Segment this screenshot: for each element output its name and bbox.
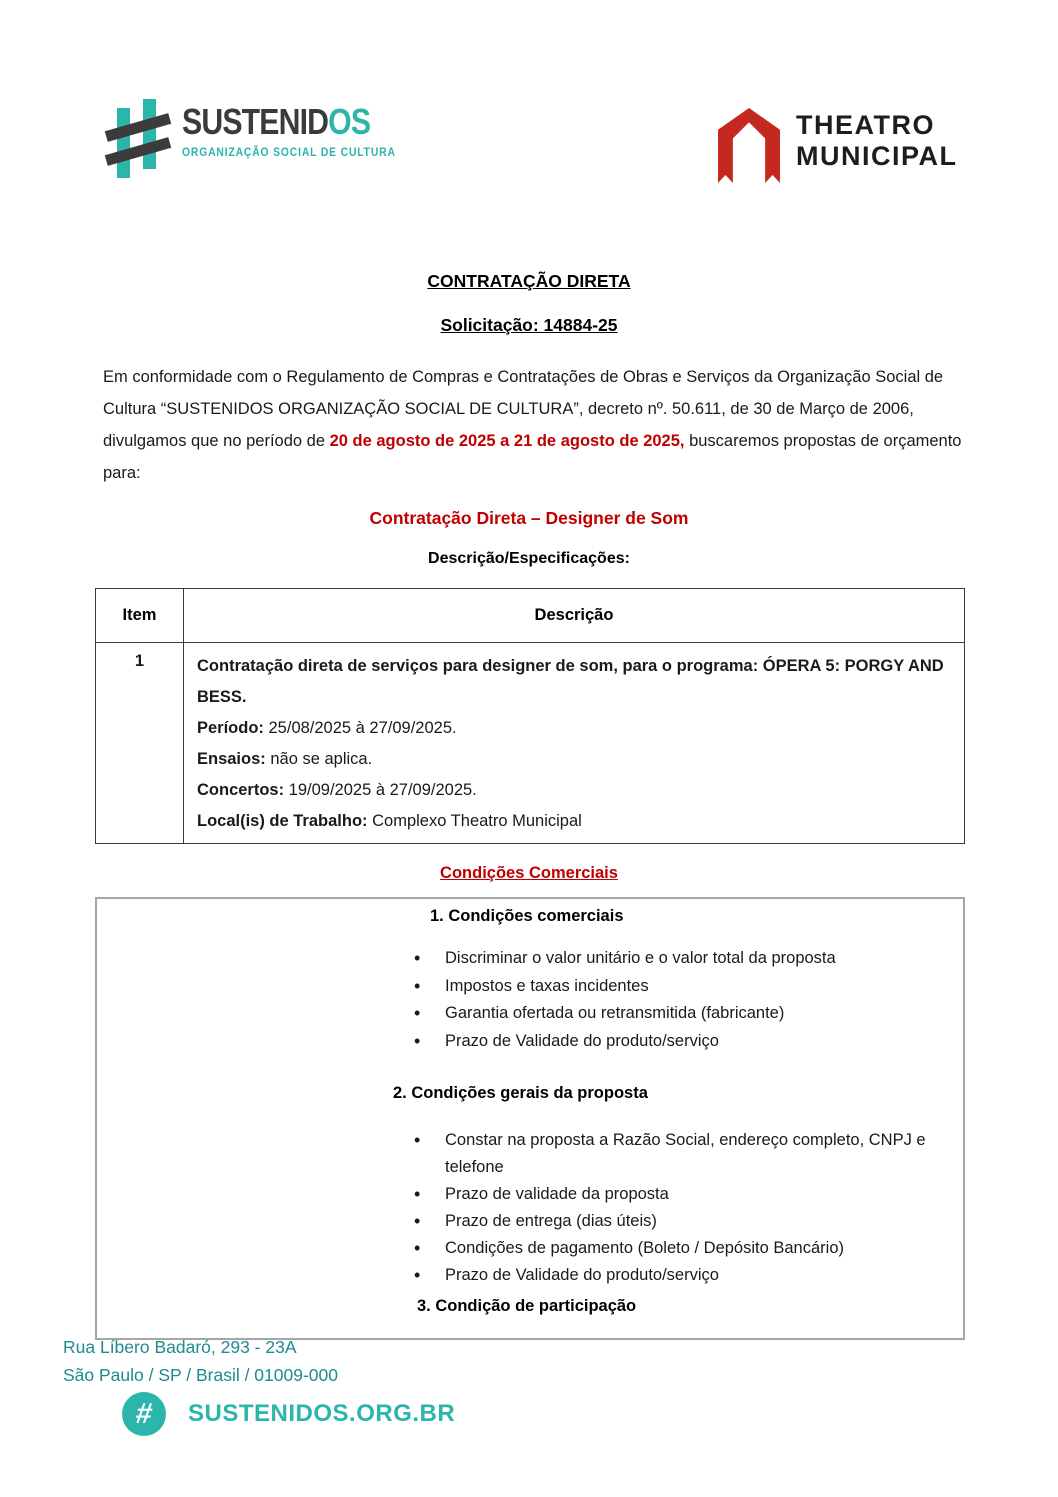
subject-heading: Contratação Direta – Designer de Som <box>369 508 689 528</box>
header-item: Item <box>96 589 184 643</box>
section-3-title: 3. Condição de participação <box>417 1297 637 1315</box>
conditions-heading: Condições Comerciais <box>440 864 618 882</box>
field-ensaios: Ensaios: não se aplica. <box>197 750 373 768</box>
hash-circle-icon: # <box>122 1392 166 1436</box>
hash-icon <box>110 94 168 182</box>
intro-paragraph <box>103 361 963 489</box>
section-2-list <box>412 1127 952 1289</box>
sustenidos-logo <box>110 92 431 182</box>
description-lead: Contratação direta de serviços para designer de som, para o programa: ÓPERA 5: PORGY AND BESS. <box>197 657 944 706</box>
list-item: • Prazo de validade da proposta <box>412 1181 952 1208</box>
theatro-arch-icon <box>718 104 780 184</box>
list-item: • Prazo de Validade do produto/serviço <box>412 1262 952 1289</box>
wordmark-suffix: OS <box>328 101 371 142</box>
sustenidos-tagline: ORGANIZAÇÃO SOCIAL DE CULTURA <box>182 145 396 159</box>
intro-part2: buscaremos propostas de orçamento para: <box>103 432 962 482</box>
table-row <box>96 643 965 844</box>
theatro-line1: THEATRO <box>796 110 935 140</box>
theatro-line2: MUNICIPAL <box>796 141 958 172</box>
list-item: • Discriminar o valor unitário e o valor total da proposta <box>412 945 957 973</box>
spec-heading: Descrição/Especificações: <box>428 550 630 567</box>
wordmark-prefix: SUSTENID <box>182 101 329 142</box>
list-item: • Condições de pagamento (Boleto / Depósito Bancário) <box>412 1235 952 1262</box>
item-number: 1 <box>96 643 184 844</box>
footer-address-line2: São Paulo / SP / Brasil / 01009-000 <box>63 1365 338 1385</box>
request-number: Solicitação: 14884-25 <box>440 315 618 335</box>
section-1-list <box>412 945 957 1055</box>
document-title: CONTRATAÇÃO DIRETA <box>427 271 631 291</box>
header-description: Descrição <box>184 589 965 643</box>
intro-part1: Em conformidade com o Regulamento de Compras e Contratações de Obras e Serviços da Organização Social de Cultura “SUSTENIDOS ORGANIZAÇÃO SOCIAL DE CULTURA”, decreto nº. 50.611, de 30 de Março de 2006, divulgamos que no período de <box>103 368 944 450</box>
field-concertos: Concertos: 19/09/2025 à 27/09/2025. <box>197 781 477 799</box>
footer-brand <box>122 1392 455 1436</box>
field-local-trabalho: Local(is) de Trabalho: Complexo Theatro Municipal <box>197 812 582 830</box>
section-2-title: 2. Condições gerais da proposta <box>393 1084 648 1102</box>
theatro-wordmark <box>796 104 958 172</box>
intro-date-range: 20 de agosto de 2025 a 21 de agosto de 2025, <box>329 432 685 450</box>
sustenidos-wordmark <box>182 92 431 159</box>
list-item: • Constar na proposta a Razão Social, endereço completo, CNPJ e telefone <box>412 1127 952 1181</box>
spec-table <box>95 588 965 844</box>
table-header-row <box>96 589 965 643</box>
theatro-municipal-logo <box>718 104 958 184</box>
field-periodo: Período: 25/08/2025 à 27/09/2025. <box>197 719 457 737</box>
item-description <box>184 643 965 844</box>
list-item: • Prazo de Validade do produto/serviço <box>412 1028 957 1056</box>
conditions-box <box>95 897 965 1340</box>
footer-address-line1: Rua Líbero Badaró, 293 - 23A <box>63 1337 297 1357</box>
list-item: • Garantia ofertada ou retransmitida (fabricante) <box>412 1000 957 1028</box>
list-item: • Prazo de entrega (dias úteis) <box>412 1208 952 1235</box>
section-1-title: 1. Condições comerciais <box>430 907 624 925</box>
footer-site-url: SUSTENIDOS.ORG.BR <box>188 1400 456 1427</box>
list-item: • Impostos e taxas incidentes <box>412 973 957 1001</box>
